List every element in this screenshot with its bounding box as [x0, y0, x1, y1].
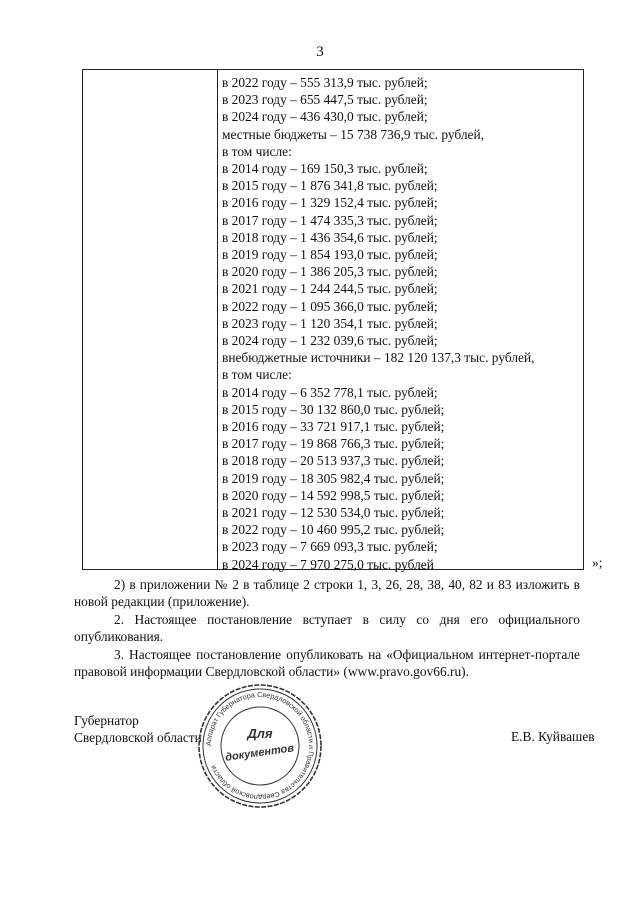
table-line: местные бюджеты – 15 738 736,9 тыс. рублей, [222, 126, 484, 142]
paragraph-amendment [74, 576, 580, 610]
signatory-position [74, 712, 202, 746]
table-line: в 2017 году – 19 868 766,3 тыс. рублей; [222, 436, 445, 452]
table-line: в 2014 году – 169 150,3 тыс. рублей; [222, 161, 428, 177]
table-line: в 2019 году – 18 305 982,4 тыс. рублей; [222, 470, 445, 486]
stamp-center-line: Для [247, 726, 273, 741]
table-line: в 2022 году – 10 460 995,2 тыс. рублей; [222, 522, 445, 538]
table-line: в 2022 году – 555 313,9 тыс. рублей; [222, 75, 428, 90]
table-closing-quote: »; [592, 555, 603, 570]
paragraph-publication [74, 646, 580, 680]
paragraph-text: 2) в приложении № 2 в таблице 2 строки 1, 3, 26, 28, 38, 40, 82 и 83 изложить в новой редакции (приложение). [74, 577, 580, 610]
table-line: внебюджетные источники – 182 120 137,3 тыс. рублей, [222, 350, 535, 366]
table-line: в 2023 году – 655 447,5 тыс. рублей; [222, 92, 428, 108]
table-line: в том числе: [222, 143, 292, 159]
table-line: в 2024 году – 7 970 275,0 тыс. рублей [222, 556, 434, 572]
table-line: в 2018 году – 1 436 354,6 тыс. рублей; [222, 229, 438, 245]
table-line: в 2016 году – 33 721 917,1 тыс. рублей; [222, 419, 445, 435]
paragraph-text: 3. Настоящее постановление опубликовать на «Официальном интернет-портале правовой информации Свердловской области» (www.pravo.gov66.ru). [74, 647, 580, 680]
table-line: в 2021 году – 1 244 244,5 тыс. рублей; [222, 281, 438, 297]
position-line: Губернатор [74, 713, 139, 728]
table-column-divider [217, 70, 218, 569]
position-line: Свердловской области [74, 730, 202, 746]
table-line: в 2019 году – 1 854 193,0 тыс. рублей; [222, 247, 438, 263]
table-line: в 2016 году – 1 329 152,4 тыс. рублей; [222, 195, 438, 211]
table-line: в 2020 году – 1 386 205,3 тыс. рублей; [222, 264, 438, 280]
table-line: в том числе: [222, 367, 292, 383]
signatory-name: Е.В. Куйвашев [511, 729, 595, 744]
paragraph-text: 2. Настоящее постановление вступает в силу со дня его официального опубликования. [74, 612, 580, 645]
table-line: в 2020 году – 14 592 998,5 тыс. рублей; [222, 487, 445, 503]
table-line: в 2017 году – 1 474 335,3 тыс. рублей; [222, 212, 438, 228]
official-stamp [196, 682, 324, 810]
table-line: в 2015 году – 30 132 860,0 тыс. рублей; [222, 401, 445, 417]
table-line: в 2018 году – 20 513 937,3 тыс. рублей; [222, 453, 445, 469]
table-line: в 2014 году – 6 352 778,1 тыс. рублей; [222, 384, 438, 400]
table-line: в 2024 году – 436 430,0 тыс. рублей; [222, 109, 428, 125]
table-line: в 2023 году – 1 120 354,1 тыс. рублей; [222, 315, 438, 331]
paragraph-effective-date [74, 611, 580, 645]
table-line: в 2023 году – 7 669 093,3 тыс. рублей; [222, 539, 438, 555]
table-line: в 2015 году – 1 876 341,8 тыс. рублей; [222, 178, 438, 194]
table-text-cell [222, 74, 582, 573]
table-line: в 2021 году – 12 530 534,0 тыс. рублей; [222, 505, 445, 521]
table-line: в 2024 году – 1 232 039,6 тыс. рублей; [222, 333, 438, 349]
page-number: 3 [316, 44, 324, 60]
table-line: в 2022 году – 1 095 366,0 тыс. рублей; [222, 298, 438, 314]
stamp-center-line: документов [224, 742, 295, 764]
stamp-ring-text: Аппарат Губернатора Свердловской области и Правительства Свердловской области [203, 689, 317, 803]
budget-table [82, 69, 584, 570]
